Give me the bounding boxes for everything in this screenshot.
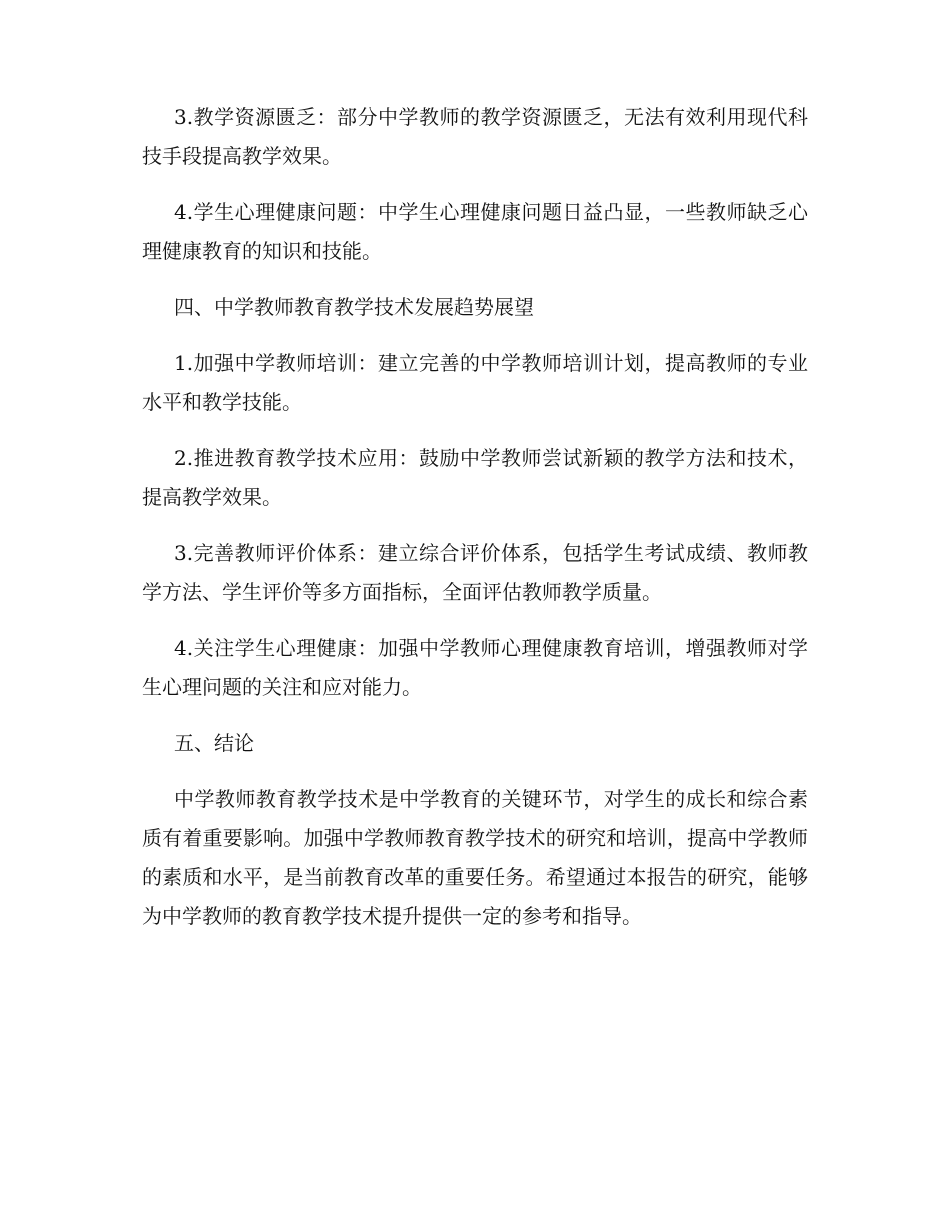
paragraph-conclusion-body: 中学教师教育教学技术是中学教育的关键环节，对学生的成长和综合素质有着重要影响。加强中学教师教育教学技术的研究和培训，提高中学教师的素质和水平，是当前教育改革的重要任务。希望通过本报告的研究，能够为中学教师的教育教学技术提升提供一定的参考和指导。 — [142, 787, 808, 928]
paragraph-evaluation-system: 3.完善教师评价体系：建立综合评价体系，包括学生考试成绩、教师教学方法、学生评价等多方面指标，全面评估教师教学质量。 — [142, 541, 808, 604]
paragraph-student-mental-health: 4.关注学生心理健康：加强中学教师心理健康教育培训，增强教师对学生心理问题的关注和应对能力。 — [142, 636, 808, 699]
paragraph-resource-shortage: 3.教学资源匮乏：部分中学教师的教学资源匮乏，无法有效利用现代科技手段提高教学效果。 — [142, 105, 808, 168]
paragraph-tech-application: 2.推进教育教学技术应用：鼓励中学教师尝试新颖的教学方法和技术，提高教学效果。 — [142, 446, 808, 509]
paragraph-mental-health-issue: 4.学生心理健康问题：中学生心理健康问题日益凸显，一些教师缺乏心理健康教育的知识和技能。 — [142, 200, 808, 263]
document-page — [142, 98, 808, 953]
section-heading-conclusion: 五、结论 — [174, 731, 254, 755]
section-heading-outlook: 四、中学教师教育教学技术发展趋势展望 — [174, 295, 534, 319]
paragraph-teacher-training: 1.加强中学教师培训：建立完善的中学教师培训计划，提高教师的专业水平和教学技能。 — [142, 351, 808, 414]
